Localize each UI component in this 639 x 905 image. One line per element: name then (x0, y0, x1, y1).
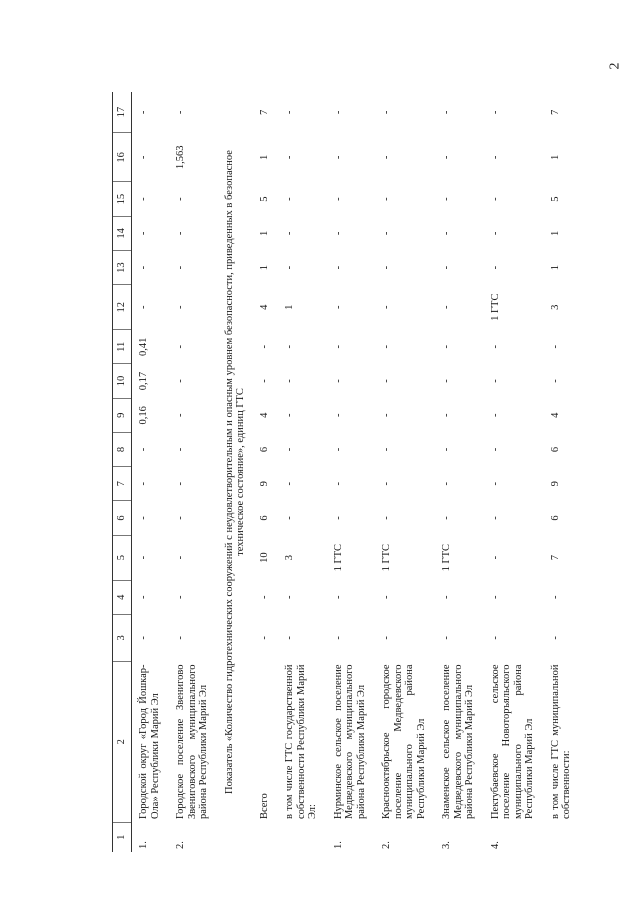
table-cell: 1 ГТС (332, 543, 344, 572)
col-header: 16 (113, 133, 132, 182)
table-row (169, 92, 218, 852)
table-cell: - (489, 197, 501, 201)
table-cell: - (381, 516, 392, 520)
table-cell: - (489, 555, 501, 560)
table-cell: - (489, 155, 501, 160)
table-cell: - (284, 482, 295, 486)
table-cell: - (138, 595, 149, 599)
table-cell: - (441, 345, 452, 349)
table-cell: - (441, 110, 452, 115)
table-cell: 1 (258, 264, 270, 271)
row-name: Пектубаевское сельское поселение Новоторъяльского муниципального района Республики Марий Эл (489, 664, 535, 820)
table-cell: - (175, 197, 186, 201)
row-number (544, 822, 581, 852)
table-cell: - (332, 305, 344, 309)
table-cell: 0,16 (138, 406, 149, 425)
table-cell: - (138, 110, 149, 115)
row-number: 4. (489, 841, 501, 849)
table-cell: - (549, 595, 561, 599)
table-cell: - (441, 197, 452, 201)
table-cell: - (175, 636, 186, 640)
table-cell: - (489, 231, 501, 236)
row-number: 3. (441, 841, 452, 849)
table-row (544, 92, 581, 852)
table-cell: - (332, 595, 344, 599)
col-header: 13 (113, 250, 132, 284)
table-cell: - (332, 231, 344, 236)
table-cell: 4 (258, 412, 270, 418)
table-cell: 1 (549, 230, 561, 236)
table-cell: - (441, 231, 452, 236)
table-cell: - (441, 155, 452, 160)
table-cell: - (381, 231, 392, 236)
table-cell: - (489, 110, 501, 115)
table-cell: 9 (258, 481, 270, 487)
indicator-row (218, 92, 253, 852)
table-cell: 0,41 (138, 337, 149, 356)
table-cell: - (175, 345, 186, 349)
indicator-heading: Показатель «Количество гидротехнических сооружений с неудовлетворительным и опасным уровнем безопасности, приведенных в безопасное техническое состояние», единиц ГТС (223, 150, 246, 794)
table-cell: - (284, 197, 295, 201)
table-cell: - (175, 482, 186, 486)
table-cell: - (284, 265, 295, 270)
table-cell: - (381, 155, 392, 160)
table-cell: 1 (258, 154, 270, 160)
table-cell: - (332, 379, 344, 383)
table-cell: - (332, 265, 344, 270)
table-cell: - (332, 447, 344, 452)
table-cell: 1 (258, 230, 270, 236)
table-cell: - (284, 379, 295, 383)
table-cell: - (381, 482, 392, 486)
table-cell: - (138, 265, 149, 270)
table-cell: - (284, 345, 295, 349)
table-cell: 1 ГТС (489, 293, 501, 321)
table-cell: - (284, 110, 295, 115)
table-cell: - (549, 379, 561, 383)
table-cell: - (489, 265, 501, 270)
table-cell: - (489, 379, 501, 383)
table-cell: 5 (258, 196, 270, 202)
table-cell: - (332, 516, 344, 520)
row-name: Городской округ «Город Йошкар-Ола» Республики Марий Эл (138, 664, 161, 820)
table-cell: - (381, 413, 392, 418)
table-row (484, 92, 544, 852)
table-cell: - (258, 345, 270, 349)
table-cell: - (381, 110, 392, 115)
row-number: 1. (332, 841, 344, 849)
table-cell: - (489, 482, 501, 486)
data-table (112, 92, 581, 852)
table-cell: 1 ГТС (441, 543, 452, 572)
table-cell: - (175, 231, 186, 236)
table-cell: - (284, 516, 295, 520)
table-body (132, 92, 581, 852)
table-cell: - (381, 305, 392, 309)
table-cell: - (284, 413, 295, 418)
table-cell: - (258, 595, 270, 599)
table-cell: 1 ГТС (381, 543, 392, 572)
row-name: Всего (258, 793, 270, 820)
row-name: Краснооктябрьское городское поселение Медведевского муниципального района Республики Марий Эл (381, 664, 427, 820)
table-cell: - (138, 155, 149, 160)
table-cell: - (489, 516, 501, 520)
table-cell: - (138, 555, 149, 560)
table-cell: - (138, 636, 149, 640)
row-name: Знаменское сельское поселение Медведевского муниципального района Республики Марий Эл (441, 664, 475, 820)
table-cell: - (138, 305, 149, 309)
table-cell: - (332, 110, 344, 115)
col-header: 8 (113, 432, 132, 466)
row-number (253, 822, 279, 852)
col-header: 4 (113, 580, 132, 614)
table-cell: - (441, 413, 452, 418)
table-cell: - (138, 516, 149, 520)
col-header: 11 (113, 330, 132, 364)
header-row (113, 92, 132, 852)
table-cell: - (175, 265, 186, 270)
table-cell: - (284, 231, 295, 236)
table-cell: 3 (284, 555, 295, 561)
col-header: 1 (113, 822, 132, 852)
table-cell: - (332, 197, 344, 201)
table-cell: - (284, 595, 295, 599)
table-cell: - (284, 636, 295, 640)
table-cell: - (441, 305, 452, 309)
table-cell: 9 (549, 481, 561, 487)
table-cell: - (175, 555, 186, 560)
table-cell: 6 (258, 446, 270, 453)
table-cell: 4 (549, 412, 561, 418)
table-cell: - (381, 265, 392, 270)
table-cell: - (332, 413, 344, 418)
table-cell: - (175, 110, 186, 115)
table-cell: - (381, 379, 392, 383)
col-header: 3 (113, 614, 132, 661)
table-row (327, 92, 376, 852)
table-cell: 1,563 (175, 145, 186, 170)
table-cell: - (258, 636, 270, 640)
table-cell: - (441, 595, 452, 599)
table-cell: - (441, 265, 452, 270)
table-cell: - (441, 516, 452, 520)
table-row (435, 92, 484, 852)
row-number: 2. (381, 841, 392, 849)
table-cell: - (489, 447, 501, 452)
table-cell: - (284, 447, 295, 452)
table-cell: - (441, 447, 452, 452)
table-cell: - (332, 482, 344, 486)
col-header: 6 (113, 501, 132, 535)
table-cell: - (549, 345, 561, 349)
col-header: 15 (113, 182, 132, 216)
table-cell: - (175, 595, 186, 599)
table-cell: 6 (549, 515, 561, 521)
table-cell: - (138, 231, 149, 236)
row-name: Городское поселение Звенигово Звениговского муниципального района Республики Марий Эл (175, 664, 209, 820)
table-cell: - (332, 636, 344, 640)
table-cell: - (381, 595, 392, 599)
col-header: 12 (113, 285, 132, 330)
table-cell: 5 (549, 196, 561, 202)
table-cell: - (381, 447, 392, 452)
table-cell: - (489, 345, 501, 349)
table-cell: 4 (258, 304, 270, 310)
table-cell: - (332, 345, 344, 349)
row-number: 2. (175, 841, 186, 849)
col-header: 14 (113, 216, 132, 250)
table-cell: 1 (549, 264, 561, 271)
table-cell: - (175, 516, 186, 520)
table-cell: 1 (284, 304, 295, 310)
rotated-table-sheet (112, 92, 632, 852)
table-row (132, 92, 170, 852)
col-header: 2 (113, 661, 132, 822)
table-cell: - (489, 636, 501, 640)
page-number: 2 (607, 62, 623, 70)
table-cell: - (381, 636, 392, 640)
row-name: в том числе ГТС государственной собственности Республики Марий Эл: (284, 664, 318, 820)
row-name: в том числе ГТС муниципальной собственности: (549, 664, 572, 820)
table-cell: - (549, 636, 561, 640)
table-cell: - (138, 197, 149, 201)
table-cell: - (175, 305, 186, 309)
col-header: 7 (113, 467, 132, 501)
table-cell: - (489, 595, 501, 599)
table-cell: - (175, 379, 186, 383)
table-cell: 0,17 (138, 371, 149, 391)
table-cell: - (441, 482, 452, 486)
table-cell: 7 (549, 109, 561, 115)
col-header: 17 (113, 92, 132, 133)
table-cell: - (332, 155, 344, 160)
row-number: 1. (138, 841, 149, 849)
col-header: 10 (113, 364, 132, 398)
table-row (375, 92, 435, 852)
table-cell: - (258, 379, 270, 383)
table-cell: 7 (549, 555, 561, 561)
table-cell: - (441, 636, 452, 640)
table-cell: 6 (258, 515, 270, 521)
table-cell: - (138, 447, 149, 452)
table-cell: 3 (549, 304, 561, 310)
row-number (278, 822, 327, 852)
table-cell: 1 (549, 154, 561, 160)
table-row (253, 92, 279, 852)
table-cell: - (381, 345, 392, 349)
table-cell: 10 (258, 552, 270, 563)
table-cell: - (381, 197, 392, 201)
table-cell: 6 (549, 446, 561, 453)
table-cell: 7 (258, 109, 270, 115)
table-cell: - (489, 413, 501, 418)
table-cell: - (441, 379, 452, 383)
table-cell: - (138, 482, 149, 486)
row-name: Нурминское сельское поселение Медведевского муниципального района Республики Марий Эл (332, 664, 367, 820)
table-cell: - (284, 155, 295, 160)
table-cell: - (175, 413, 186, 418)
table-cell: - (175, 447, 186, 452)
col-header: 5 (113, 535, 132, 580)
table-row (278, 92, 327, 852)
col-header: 9 (113, 398, 132, 432)
